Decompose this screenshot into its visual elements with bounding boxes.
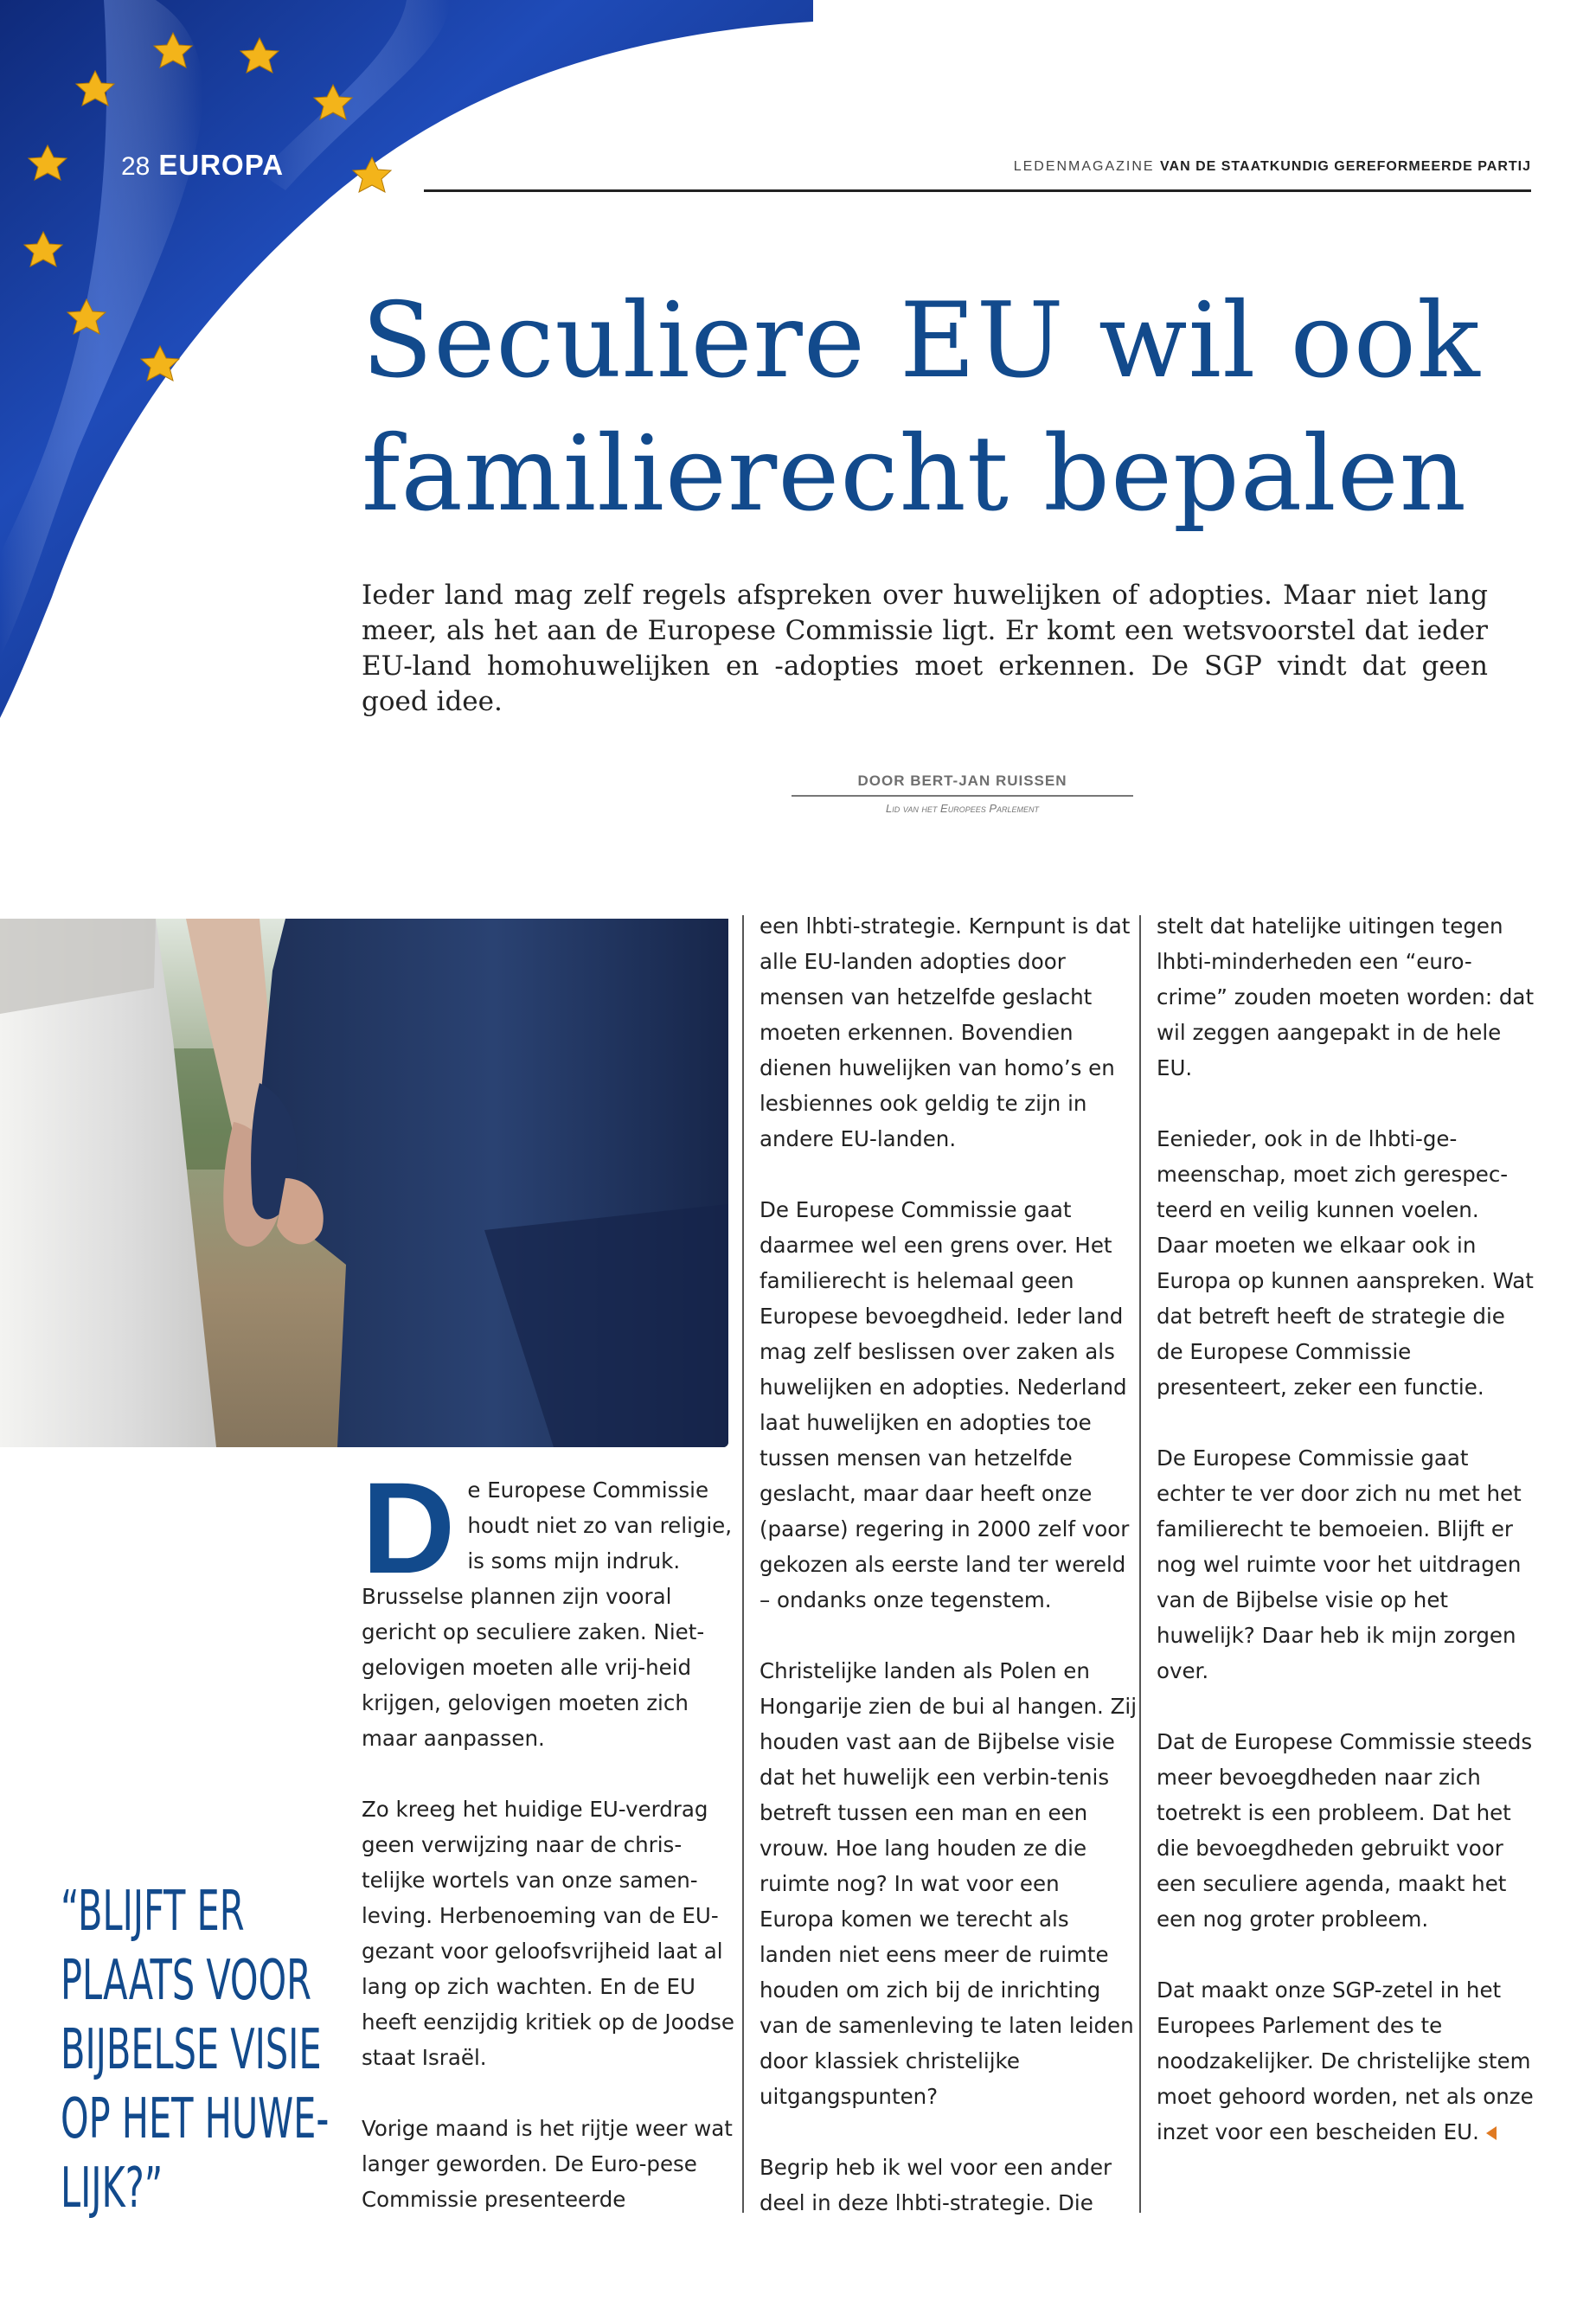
- body-paragraph: stelt dat hatelijke uitingen tegen lhbti-minderheden een “euro-crime” zouden moeten worden: dat wil zeggen aangepakt in de hele EU.: [1157, 913, 1535, 1080]
- magazine-name-bold: VAN DE STAATKUNDIG GEREFORMEERDE PARTIJ: [1160, 159, 1531, 174]
- body-paragraph: Begrip heb ik wel voor een ander deel in deze lhbti-strategie. Die: [760, 2155, 1112, 2215]
- pull-quote: [61, 1877, 330, 2223]
- pull-quote-line: LIJK?”: [61, 2157, 163, 2221]
- magazine-name-light: LEDENMAGAZINE: [1013, 159, 1161, 174]
- section-label: EUROPA: [158, 149, 285, 181]
- article-intro: Ieder land mag zelf regels afspreken over huwelijken of adopties. Maar niet lang meer, als het aan de Europese Commissie ligt. Er komt een wetsvoorstel dat ieder EU-land homohuwelijken en -adopties moet erkennen. De SGP vindt dat geen goed idee.: [362, 580, 1488, 717]
- pull-quote-line: “BLIJFT ER: [61, 1880, 245, 1944]
- author-name: DOOR BERT-JAN RUISSEN: [792, 772, 1133, 797]
- body-paragraph: een lhbti-strategie. Kernpunt is dat alle EU-landen adopties door mensen van hetzelfde geslacht moeten erkennen. Bovendien dienen huwelijken van homo’s en lesbiennes ook geldig te zijn in andere EU-landen.: [760, 913, 1131, 1151]
- body-paragraph: Zo kreeg het huidige EU-verdrag geen verwijzing naar de chris-telijke wortels van onze samen-leving. Herbenoeming van de EU-gezant voor geloofsvrijheid laat al lang op zich wachten. En de EU heeft eenzijdig kritiek op de Joodse staat Israël.: [362, 1797, 734, 2070]
- body-paragraph: Dat de Europese Commissie steeds meer bevoegdheden naar zich toetrekt is een probleem. Dat het die bevoegdheden gebruikt voor een seculiere agenda, maakt het een nog groter probleem.: [1157, 1729, 1533, 1932]
- body-paragraph: De Europese Commissie gaat daarmee wel een grens over. Het familierecht is helemaal geen Europese bevoegdheid. Ieder land mag zelf beslissen over zaken als huwelijken en adopties. Nederland laat huwelijken en adopties toe tussen mensen van hetzelfde geslacht, maar daar heeft onze (paarse) regering in 2000 zelf voor gekozen als eerste land ter wereld – ondanks onze tegenstem.: [760, 1197, 1130, 1612]
- body-paragraph: De Europese Commissie gaat echter te ver door zich nu met het familierecht te bemoeien. Blijft er nog wel ruimte voor het uitdragen van de Bijbelse visie op het huwelijk? Daar heb ik mijn zorgen over.: [1157, 1445, 1522, 1683]
- body-paragraph: Vorige maand is het rijtje weer wat langer geworden. De Euro-pese Commissie presenteerde: [362, 2116, 733, 2212]
- magazine-name: [1014, 159, 1531, 175]
- column-rule-1: [742, 915, 744, 2213]
- pull-quote-line: OP HET HUWE-: [61, 2087, 330, 2151]
- title-line-1: Seculiere EU wil ook: [362, 281, 1481, 401]
- body-paragraph-last: Dat maakt onze SGP-zetel in het Europees Parlement des te noodzakelijker. De christelijke stem moet gehoord worden, net als onze inzet voor een bescheiden EU.: [1157, 1977, 1534, 2144]
- article-title: [362, 275, 1547, 542]
- body-paragraph: Christelijke landen als Polen en Hongarije zien de bui al hangen. Zij houden vast aan de Bijbelse visie dat het huwelijk een verbin-tenis betreft tussen een man en een vrouw. Hoe lang houden ze die ruimte nog? In wat voor een Europa komen we terecht als landen niet eens meer de ruimte houden om zich bij de inrichting van de samenleving te laten leiden door klassiek christelijke uitgangspunten?: [760, 1658, 1137, 2109]
- author-role: Lid van het Europees Parlement: [885, 802, 1040, 815]
- column-rule-2: [1139, 915, 1141, 2213]
- body-paragraph: Eenieder, ook in de lhbti-ge-meenschap, moet zich gerespec-teerd en veilig kunnen voelen. Daar moeten we elkaar ook in Europa op kunnen aanspreken. Wat dat betreft heeft de strategie die de Europese Commissie presenteert, zeker een functie.: [1157, 1126, 1534, 1400]
- page-header: [121, 149, 284, 182]
- title-line-2: familierecht bepalen: [362, 414, 1468, 535]
- end-of-article-icon: [1486, 2126, 1497, 2140]
- drop-cap: D: [362, 1455, 456, 1600]
- page-number: 28: [121, 152, 151, 181]
- body-column-3: [1157, 908, 1535, 2150]
- pull-quote-line: PLAATS VOOR: [61, 1949, 311, 2013]
- body-column-2: [760, 908, 1138, 2221]
- header-rule: [424, 189, 1531, 192]
- body-paragraph: De Europese Commissie houdt niet zo van religie, is soms mijn indruk. Brusselse plannen zijn vooral gericht op seculiere zaken. Niet-gelovigen moeten alle vrij-heid krijgen, gelovigen moeten zich maar aanpassen.: [362, 1455, 733, 1751]
- body-column-1: [362, 1455, 740, 2217]
- wedding-couple-photo: [0, 919, 728, 1447]
- byline: [792, 772, 1133, 815]
- pull-quote-line: BIJBELSE VISIE: [61, 2018, 322, 2082]
